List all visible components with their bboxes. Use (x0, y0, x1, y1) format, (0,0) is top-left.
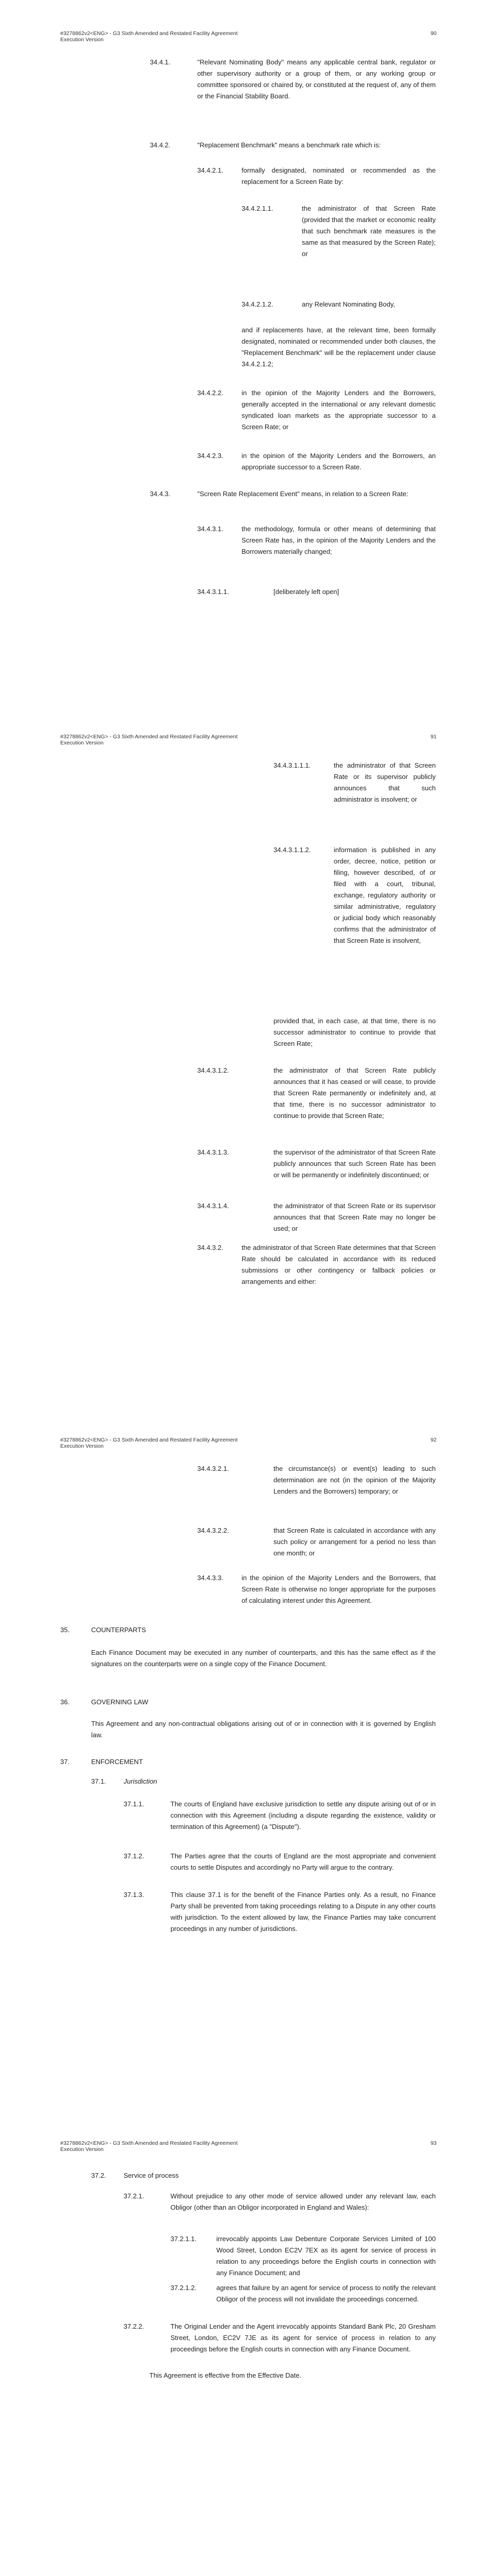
section-number: 36. (60, 1698, 70, 1706)
header-version: Execution Version (60, 2146, 104, 2153)
subsection-heading: Service of process (124, 2172, 179, 2179)
clause-text: information is published in any order, decree, notice, petition or filing, however described, of or filed with a court, tribunal, exchange, regulatory authority or similar administrative, regulatory or judicial body which reasonably confirms that the administrator of that Screen Rate is insolvent, (334, 846, 436, 944)
clause-number: 34.4.3.2.2. (197, 1527, 229, 1534)
clause-text: The Original Lender and the Agent irrevocably appoints Standard Bank Plc, 20 Gresham Street, London, EC2V 7JE as its agent for service of process in relation to any proceedings before the English courts in connection with any Finance Document. (170, 2323, 436, 2353)
clause-number: 34.4.2.1.2. (242, 300, 273, 308)
clause-number: 34.4.3.1.1. (197, 588, 229, 596)
page-number: 92 (431, 1437, 437, 1443)
clause-number: 34.4.2.1. (197, 166, 224, 174)
page-93 (0, 2110, 497, 2576)
clause-text: The courts of England have exclusive jurisdiction to settle any dispute arising out of or in connection with this Agreement (including a dispute regarding the existence, validity or termination of this Agreement) (a "Dispute"). (170, 1800, 436, 1831)
header-version: Execution Version (60, 37, 104, 43)
clause-text: The Parties agree that the courts of England are the most appropriate and convenient courts to settle Disputes and accordingly no Party will argue to the contrary. (170, 1852, 436, 1871)
clause-text: irrevocably appoints Law Debenture Corporate Services Limited of 100 Wood Street, London EC2V 7EX as its agent for service of process in relation to any proceedings before the English courts in connection with any Finance Document; and (216, 2235, 436, 2277)
clause-number: 34.4.3.1. (197, 525, 224, 533)
header-title: #3278862v2<ENG> - G3 Sixth Amended and Restated Facility Agreement (60, 1437, 238, 1443)
clause-text: the administrator of that Screen Rate or its supervisor publicly announces that such administrator is insolvent; or (334, 761, 436, 803)
clause-number: 34.4.2.2. (197, 389, 224, 397)
clause-text: Without prejudice to any other mode of service allowed under any relevant law, each Obligor (other than an Obligor incorporated in England and Wales): (170, 2192, 436, 2211)
clause-text: in the opinion of the Majority Lenders and the Borrowers, an appropriate successor to a Screen Rate. (242, 452, 436, 471)
clause-number: 34.4.3.1.2. (197, 1066, 229, 1074)
clause-number: 37.2.1. (124, 2192, 144, 2200)
clause-number: 37.2.2. (124, 2323, 144, 2330)
section-heading: ENFORCEMENT (91, 1758, 143, 1766)
clause-text: [deliberately left open] (273, 588, 339, 596)
clause-text: formally designated, nominated or recommended as the replacement for a Screen Rate by: (242, 166, 436, 185)
clause-text: any Relevant Nominating Body, (302, 300, 396, 308)
header-title: #3278862v2<ENG> - G3 Sixth Amended and Restated Facility Agreement (60, 2140, 238, 2146)
section-heading: COUNTERPARTS (91, 1626, 146, 1634)
clause-number: 34.4.2. (150, 141, 170, 149)
clause-text: the administrator of that Screen Rate or its supervisor announces that that Screen Rate may no longer be used; or (273, 1202, 436, 1232)
running-header (60, 2140, 237, 2153)
page-number: 91 (431, 734, 437, 740)
clause-number: 34.4.1. (150, 58, 170, 66)
clause-number: 34.4.3.1.1.1. (273, 761, 311, 769)
clause-number: 34.4.2.3. (197, 452, 224, 460)
clause-number: 34.4.3.2.1. (197, 1465, 229, 1472)
clause-text: provided that, in each case, at that time, there is no successor administrator to continue to provide that Screen Rate; (273, 1017, 436, 1047)
clause-text: that Screen Rate is calculated in accordance with any such policy or arrangement for a period no less than one month; or (273, 1527, 436, 1557)
clause-number: 34.4.3.1.1.2. (273, 846, 311, 854)
clause-text: the administrator of that Screen Rate publicly announces that it has ceased or will cease, to provide that Screen Rate permanently or indefinitely and, at that time, there is no successor administrator to continue to provide that Screen Rate; (273, 1066, 436, 1120)
clause-number: 37.2.1.1. (170, 2235, 197, 2243)
page-number: 90 (431, 30, 437, 37)
header-title: #3278862v2<ENG> - G3 Sixth Amended and Restated Facility Agreement (60, 30, 238, 37)
clause-text: and if replacements have, at the relevant time, been formally designated, nominated or recommended under both clauses, the "Replacement Benchmark" will be the replacement under clause 34.4.2.1.2; (242, 326, 436, 368)
clause-text: in the opinion of the Majority Lenders and the Borrowers, that Screen Rate is otherwise no longer appropriate for the purposes of calculating interest under this Agreement. (242, 1574, 436, 1604)
page-number: 93 (431, 2140, 437, 2146)
closing-statement: This Agreement is effective from the Effective Date. (149, 2371, 302, 2379)
header-version: Execution Version (60, 740, 104, 746)
clause-text: the administrator of that Screen Rate (provided that the market or economic reality that such benchmark rate measures is the same as that measured by the Screen Rate); or (302, 205, 436, 258)
page-91 (0, 703, 497, 1406)
running-header (60, 734, 237, 746)
clause-number: 37.1.2. (124, 1852, 144, 1860)
clause-number: 34.4.3.2. (197, 1244, 224, 1251)
clause-number: 37.1.1. (124, 1800, 144, 1808)
section-heading: GOVERNING LAW (91, 1698, 148, 1706)
clause-text: agrees that failure by an agent for service of process to notify the relevant Obligor of the process will not invalidate the proceedings concerned. (216, 2284, 436, 2303)
clause-text: the administrator of that Screen Rate determines that that Screen Rate should be calculated in accordance with its reduced submissions or other contingency or fallback policies or arrangements and either: (242, 1244, 436, 1285)
clause-text: the supervisor of the administrator of that Screen Rate publicly announces that such Screen Rate has been or will be permanently or indefinitely discontinued; or (273, 1148, 436, 1179)
section-number: 37. (60, 1758, 70, 1766)
clause-text: the methodology, formula or other means of determining that Screen Rate has, in the opinion of the Majority Lenders and the Borrowers materially changed; (242, 525, 436, 555)
running-header (60, 30, 237, 43)
page-92 (0, 1406, 497, 2110)
subsection-number: 37.2. (91, 2172, 106, 2179)
clause-text: "Relevant Nominating Body" means any applicable central bank, regulator or other supervisory authority or a group of them, or any working group or committee sponsored or chaired by, or constituted at the request of, any of them or the Financial Stability Board. (197, 58, 436, 100)
header-title: #3278862v2<ENG> - G3 Sixth Amended and Restated Facility Agreement (60, 734, 238, 740)
subsection-heading: Jurisdiction (124, 1777, 158, 1785)
clause-number: 37.1.3. (124, 1891, 144, 1899)
page-90 (0, 0, 497, 703)
clause-text: "Replacement Benchmark" means a benchmark rate which is: (197, 141, 381, 149)
clause-number: 34.4.3. (150, 490, 170, 498)
clause-text: Each Finance Document may be executed in any number of counterparts, and this has the same effect as if the signatures on the counterparts were on a single copy of the Finance Document. (91, 1649, 436, 1668)
clause-text: the circumstance(s) or event(s) leading to such determination are not (in the opinion of the Majority Lenders and the Borrowers) temporary; or (273, 1465, 436, 1495)
running-header (60, 1437, 237, 1449)
clause-number: 34.4.3.1.3. (197, 1148, 229, 1156)
clause-number: 34.4.2.1.1. (242, 205, 273, 212)
clause-text: in the opinion of the Majority Lenders and the Borrowers, generally accepted in the international or any relevant domestic syndicated loan markets as the appropriate successor to a Screen Rate; or (242, 389, 436, 431)
section-number: 35. (60, 1626, 70, 1634)
clause-text: This clause 37.1 is for the benefit of the Finance Parties only. As a result, no Finance Party shall be prevented from taking proceedings relating to a Dispute in any other courts with jurisdiction. To the extent allowed by law, the Finance Parties may take concurrent proceedings in any number of jurisdictions. (170, 1891, 436, 1933)
clause-number: 37.2.1.2. (170, 2284, 197, 2292)
clause-number: 34.4.3.1.4. (197, 1202, 229, 1210)
clause-text: This Agreement and any non-contractual obligations arising out of or in connection with it is governed by English law. (91, 1720, 436, 1739)
clause-number: 34.4.3.3. (197, 1574, 224, 1582)
clause-text: "Screen Rate Replacement Event" means, in relation to a Screen Rate: (197, 490, 408, 498)
subsection-number: 37.1. (91, 1777, 106, 1785)
header-version: Execution Version (60, 1443, 104, 1449)
